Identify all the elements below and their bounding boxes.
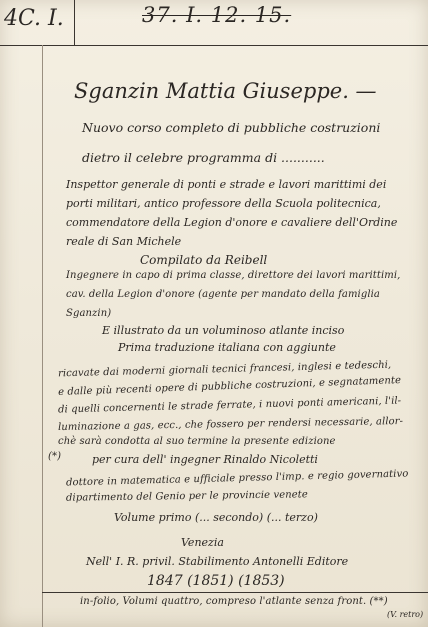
first-translation: Prima traduzione italiana con aggiunte xyxy=(118,341,336,354)
verso-note: (V. retro) xyxy=(387,610,424,619)
reibell-line-1: Ingegnere in capo di prima classe, direttore dei lavori marittimi, xyxy=(66,270,401,281)
curated-by: per cura dell' ingegner Rinaldo Nicoletti xyxy=(92,453,318,466)
author-heading: Sganzin Mattia Giuseppe. — xyxy=(74,79,377,103)
imprint-years: 1847 (1851) (1853) xyxy=(147,573,285,589)
added-line-3: di quelli concernenti le strade ferrate, i nuovi ponti americani, l'il- xyxy=(57,395,402,416)
volumes: Volume primo (... secondo) (... terzo) xyxy=(114,511,318,524)
asterisk-note-mark: (*) xyxy=(48,451,62,462)
header-divider-horizontal xyxy=(0,45,428,46)
desc-line-1: Inspettor generale di ponti e strade e lavori marittimi dei xyxy=(66,178,387,191)
nicoletti-line-1: dottore in matematica e ufficiale presso l'imp. e regio governativo xyxy=(65,468,409,489)
title-line-1: Nuovo corso completo di pubbliche costruzioni xyxy=(82,120,381,135)
imprint-city: Venezia xyxy=(181,536,224,549)
reibell-line-2: cav. della Legion d'onore (agente per mandato della famiglia xyxy=(66,289,380,300)
added-line-1: ricavate dai moderni giornali tecnici francesi, inglesi e tedeschi, xyxy=(57,359,392,380)
imprint-publisher: Nell' I. R. privil. Stabilimento Antonelli Editore xyxy=(86,555,349,568)
nicoletti-line-2: dipartimento del Genio per le provincie venete xyxy=(65,489,308,504)
left-margin-line xyxy=(42,45,43,627)
header-divider-vertical xyxy=(74,0,75,45)
desc-line-4: reale di San Michele xyxy=(66,235,182,248)
added-line-4: luminazione a gas, ecc., che fossero per rendersi necessarie, allor- xyxy=(57,415,404,434)
shelfmark: 4C. I. xyxy=(4,6,64,31)
added-line-2: e dalle più recenti opere di pubbliche costruzioni, e segnatamente xyxy=(57,375,402,398)
title-line-2: dietro il celebre programma di ........... xyxy=(82,150,325,165)
physical-description: in-folio, Volumi quattro, compreso l'atlante senza front. (**) xyxy=(80,596,388,607)
footer-divider xyxy=(42,592,428,593)
compiled-by: Compilato da Reibell xyxy=(140,253,268,267)
desc-line-2: porti militari, antico professore della Scuola politecnica, xyxy=(66,197,381,210)
reibell-line-3: Sganzin) xyxy=(66,308,112,319)
added-line-5: chè sarà condotta al suo termine la presente edizione xyxy=(58,436,336,447)
old-shelfmark: 37. I. 12. 15. xyxy=(142,3,292,27)
desc-line-3: commendatore della Legion d'onore e cavaliere dell'Ordine xyxy=(66,216,398,229)
illustrated-line: E illustrato da un voluminoso atlante inciso xyxy=(102,324,345,337)
